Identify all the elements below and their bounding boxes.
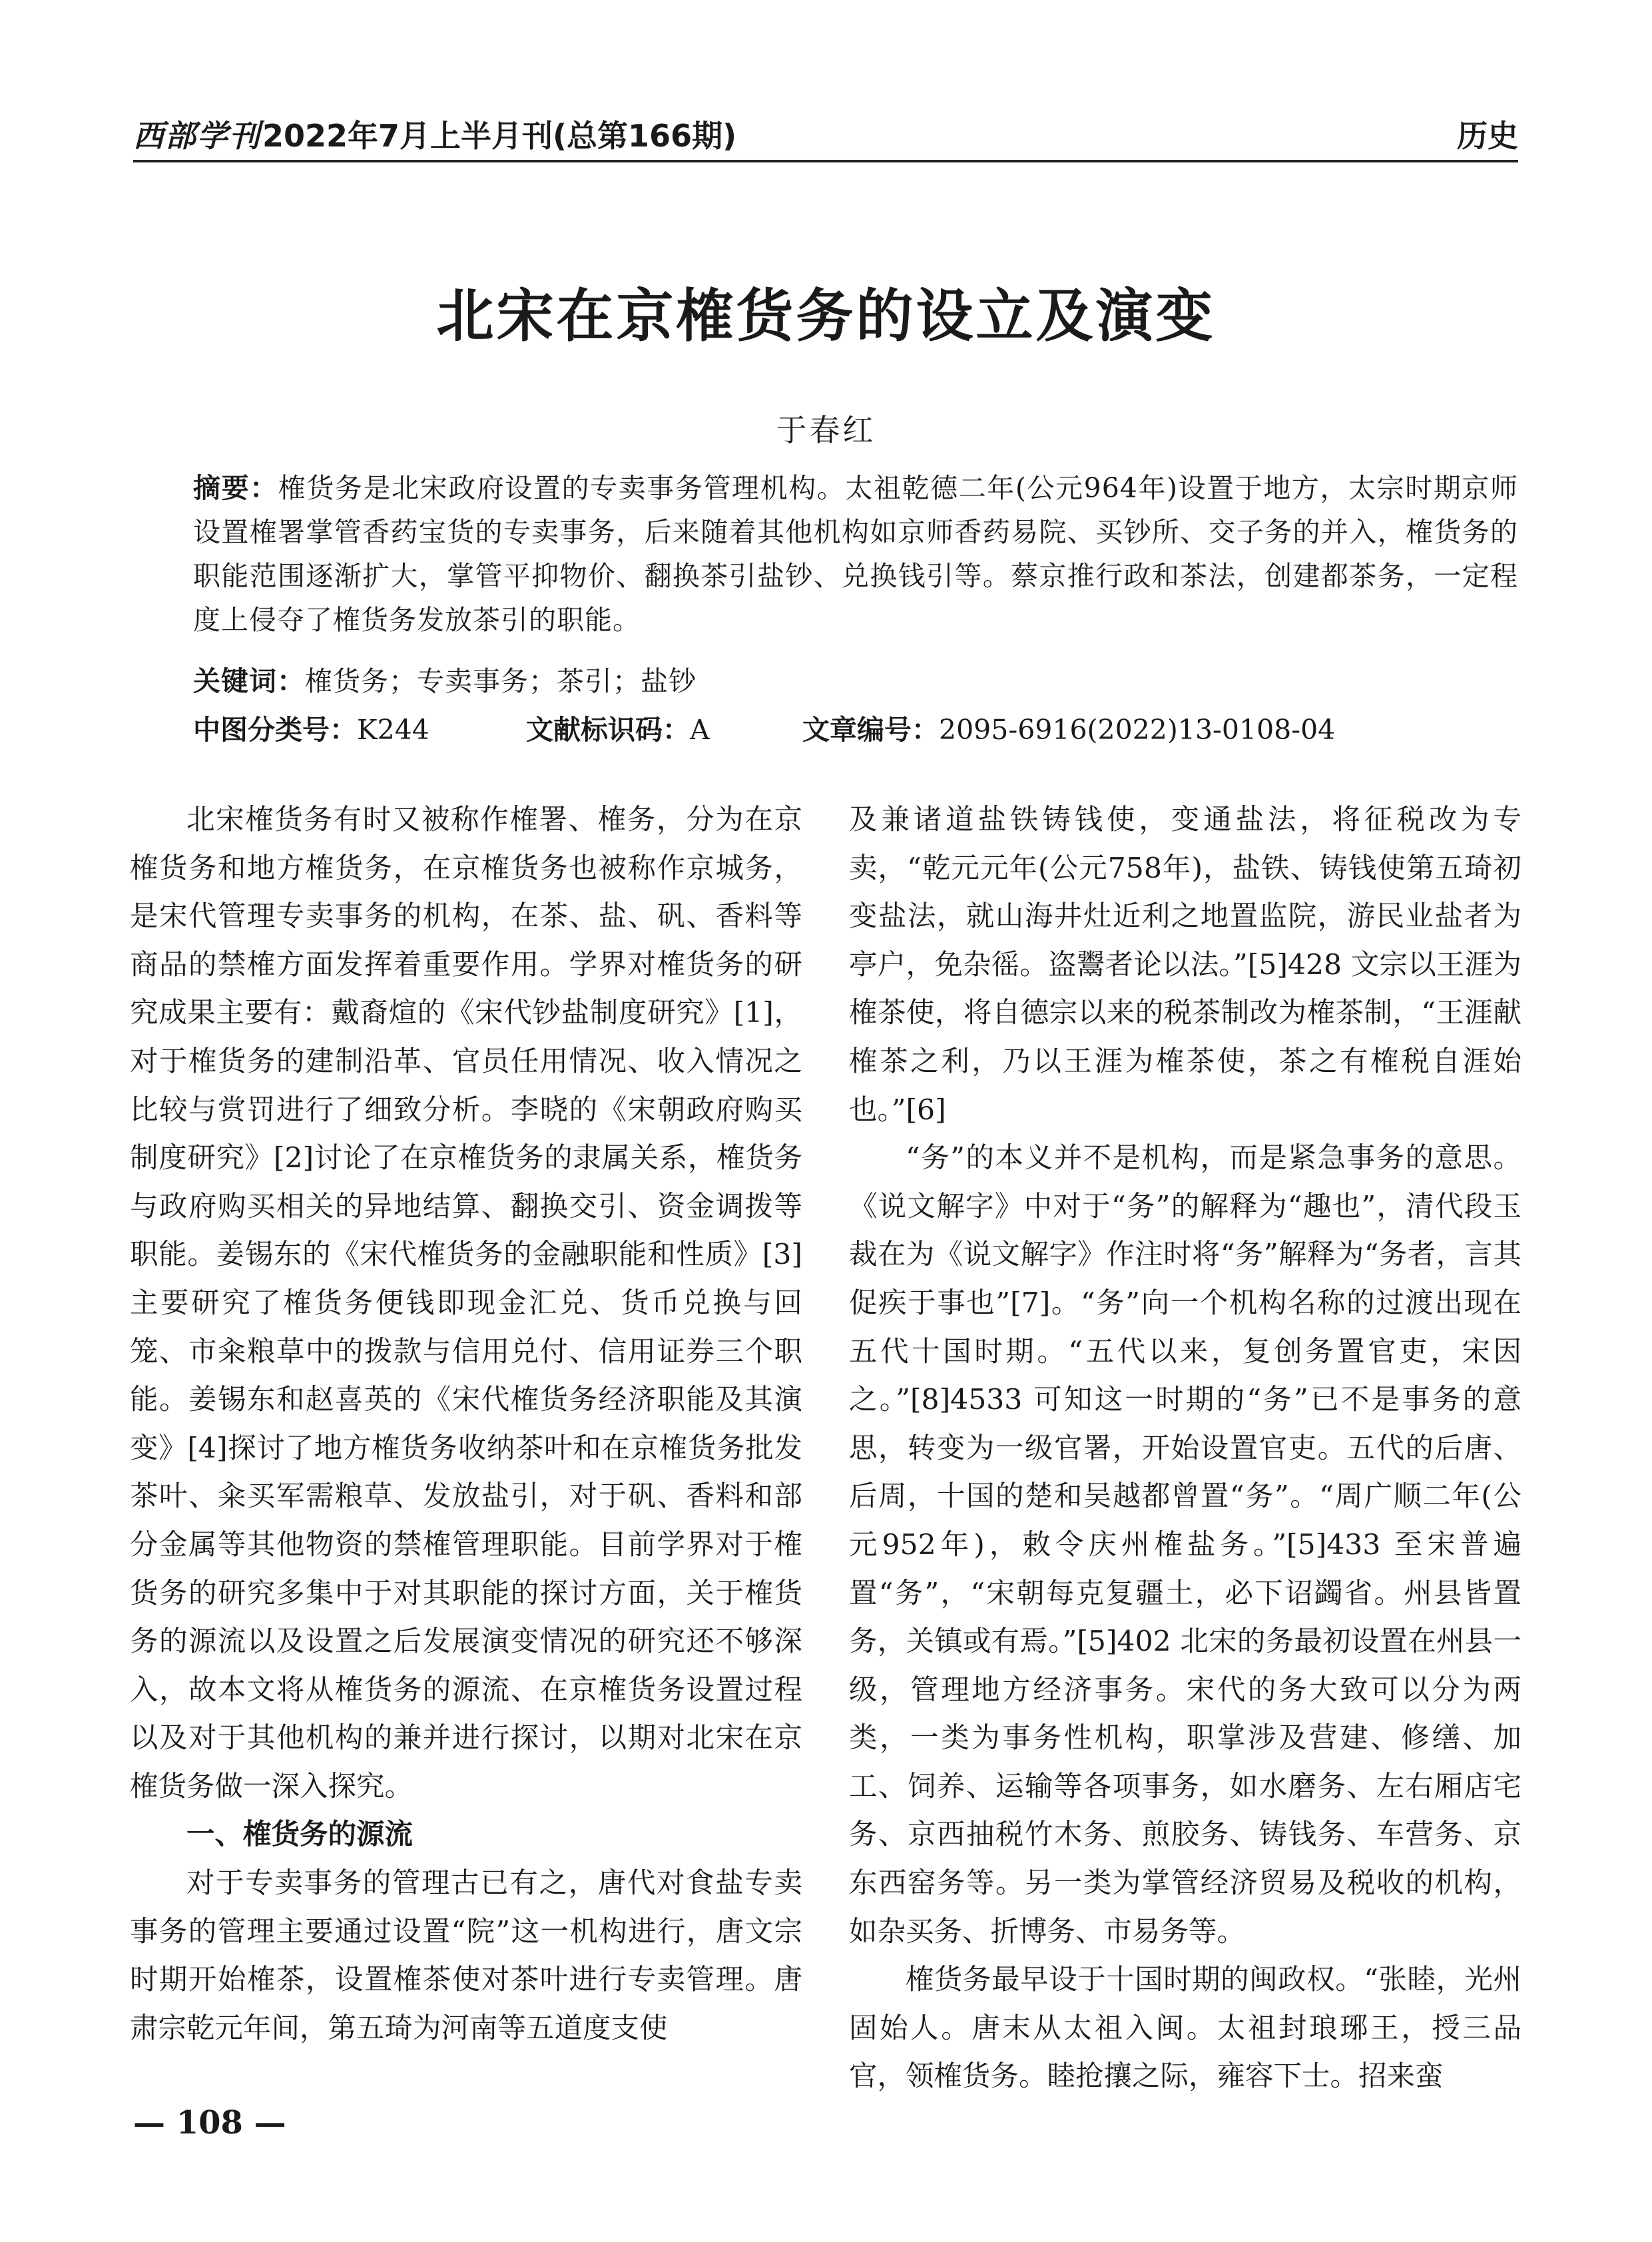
clc-number: [193, 708, 429, 747]
article-author: 于春红: [776, 412, 876, 448]
clc-label: 中图分类号：: [193, 714, 357, 746]
running-header: [133, 100, 1518, 162]
paragraph: 北宋榷货务有时又被称作榷署、榷务，分为在京榷货务和地方榷货务，在京榷货务也被称作京城务，是宋代管理专卖事务的机构，在茶、盐、矾、香料等商品的禁榷方面发挥着重要作用。学界对榷货务的研究成果主要有：戴裔煊的《宋代钞盐制度研究》[1]，对于榷货务的建制沿革、官员任用情况、收入情况之比较与赏罚进行了细致分析。李晓的《宋朝政府购买制度研究》[2]讨论了在京榷货务的隶属关系，榷货务与政府购买相关的异地结算、翻换交引、资金调拨等职能。姜锡东的《宋代榷货务的金融职能和性质》[3]主要研究了榷货务便钱即现金汇兑、货币兑换与回笼、市籴粮草中的拨款与信用兑付、信用证券三个职能。姜锡东和赵喜英的《宋代榷货务经济职能及其演变》[4]探讨了地方榷货务收纳茶叶和在京榷货务批发茶叶、籴买军需粮草、发放盐引，对于矾、香料和部分金属等其他物资的禁榷管理职能。目前学界对于榷货务的研究多集中于对其职能的探讨方面，关于榷货务的源流以及设置之后发展演变情况的研究还不够深入，故本文将从榷货务的源流、在京榷货务设置过程以及对于其他机构的兼并进行探讨，以期对北宋在京榷货务做一深入探究。: [130, 804, 802, 1803]
keywords-text: 榷货务；专卖事务；茶引；盐钞: [305, 665, 696, 697]
paragraph: 榷货务最早设于十国时期的闽政权。“张睦，光州固始人。唐末从太祖入闽。太祖封琅琊王，授三品官，领榷货务。睦抢攘之际，雍容下士。招来蛮: [849, 1964, 1521, 2094]
issue-info: 2022年7月上半月刊(总第166期): [262, 118, 737, 154]
abstract-label: 摘要：: [193, 472, 278, 504]
section-name: 历史: [1457, 118, 1518, 154]
doc-code-label: 文献标识码：: [526, 714, 690, 746]
body-column-left: [130, 796, 802, 2053]
keywords: [193, 659, 696, 699]
paragraph: 及兼诸道盐铁铸钱使，变通盐法，将征税改为专卖，“乾元元年(公元758年)，盐铁、铸钱使第五琦初变盐法，就山海井灶近利之地置监院，游民业盐者为亭户，免杂徭。盗鬻者论以法。”[5]428 文宗以王涯为榷茶使，将自德宗以来的税茶制改为榷茶制，“王涯献榷茶之利，乃以王涯为榷茶使，茶之有榷税自涯始也。”[6]: [849, 804, 1521, 1127]
body-column-right: [849, 796, 1521, 2102]
paragraph: “务”的本义并不是机构，而是紧急事务的意思。《说文解字》中对于“务”的解释为“趣也”，清代段玉裁在为《说文解字》作注时将“务”解释为“务者，言其促疾于事也”[7]。“务”向一个机构名称的过渡出现在五代十国时期。“五代以来，复创务置官吏，宋因之。”[8]4533 可知这一时期的“务”已不是事务的意思，转变为一级官署，开始设置官吏。五代的后唐、后周，十国的楚和吴越都曾置“务”。“周广顺二年(公元952年)，敕令庆州榷盐务。”[5]433 至宋普遍置“务”，“宋朝每克复疆土，必下诏蠲省。州县皆置务，关镇或有焉。”[5]402 北宋的务最初设置在州县一级，管理地方经济事务。宋代的务大致可以分为两类，一类为事务性机构，职掌涉及营建、修缮、加工、饲养、运输等各项事务，如水磨务、左右厢店宅务、京西抽税竹木务、煎胶务、铸钱务、车营务、京东西窑务等。另一类为掌管经济贸易及税收的机构，如杂买务、折博务、市易务等。: [849, 1142, 1521, 1948]
article-id: [802, 708, 1335, 747]
page-number: — 108 —: [133, 2104, 286, 2141]
doc-code-value: A: [690, 714, 710, 746]
article-id-value: 2095-6916(2022)13-0108-04: [939, 714, 1336, 746]
paragraph: 对于专卖事务的管理古已有之，唐代对食盐专卖事务的管理主要通过设置“院”这一机构进行，唐文宗时期开始榷茶，设置榷茶使对茶叶进行专卖管理。唐肃宗乾元年间，第五琦为河南等五道度支使: [130, 1867, 802, 2045]
clc-value: K244: [357, 714, 429, 746]
abstract: [193, 466, 1518, 642]
article-id-label: 文章编号：: [802, 714, 939, 746]
abstract-text: 榷货务是北宋政府设置的专卖事务管理机构。太祖乾德二年(公元964年)设置于地方，太宗时期京师设置榷署掌管香药宝货的专卖事务，后来随着其他机构如京师香药易院、买钞所、交子务的并入，榷货务的职能范围逐渐扩大，掌管平抑物价、翻换茶引盐钞、兑换钱引等。蔡京推行政和茶法，创建都茶务，一定程度上侵夺了榷货务发放茶引的职能。: [193, 472, 1518, 636]
document-code: [526, 708, 710, 747]
journal-logo: 西部学刊: [133, 118, 261, 154]
journal-issue: [133, 112, 736, 156]
section-heading: 一、榷货务的源流: [186, 1819, 413, 1852]
article-title: 北宋在京榷货务的设立及演变: [436, 282, 1216, 350]
keywords-label: 关键词：: [193, 665, 305, 697]
